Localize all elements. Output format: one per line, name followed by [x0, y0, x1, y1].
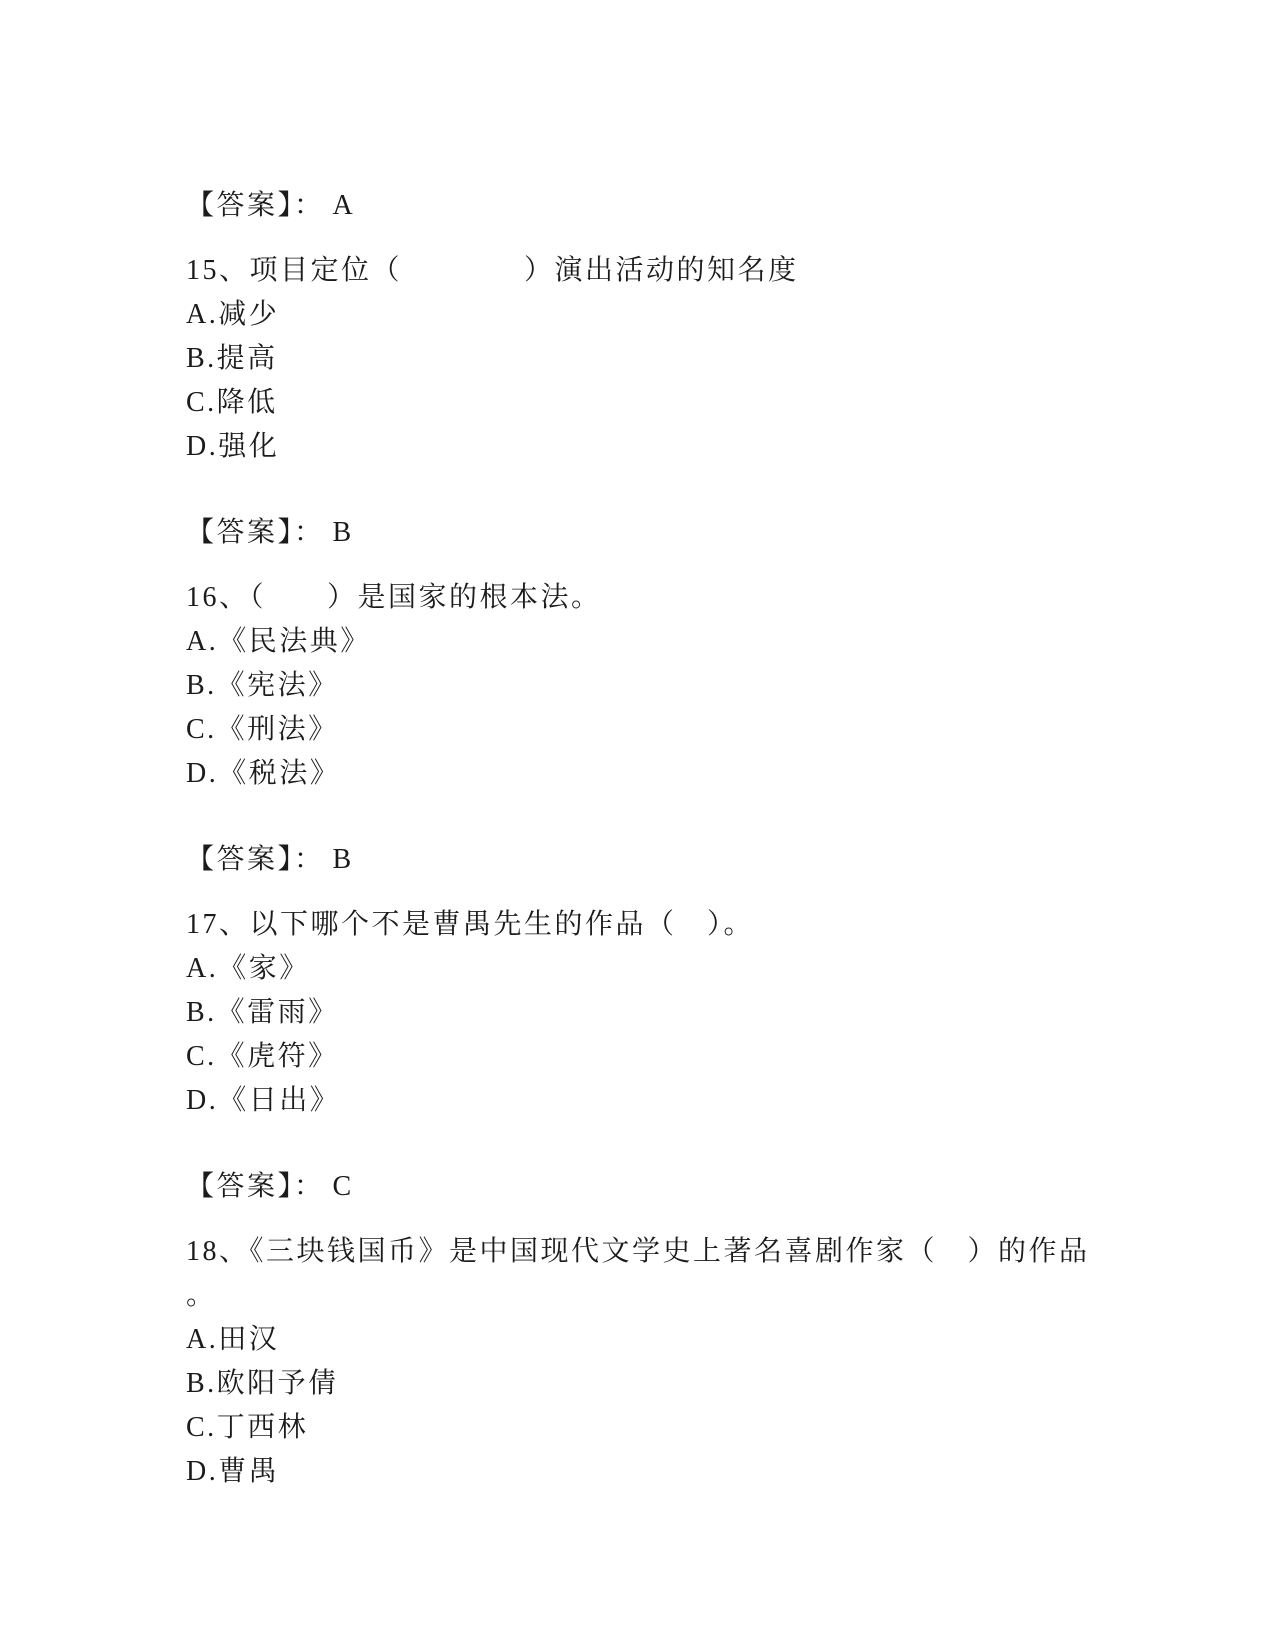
question-16-title [186, 576, 1136, 620]
answer-line [186, 1165, 1136, 1209]
answer-value: B [332, 517, 354, 548]
question-17-title [186, 903, 1136, 947]
question-16-number: 16、 [186, 582, 250, 613]
answer-label: 【答案】： [186, 190, 325, 221]
question-16-option-a: A.《民法典》 [186, 626, 371, 657]
answer-line [186, 838, 1136, 882]
question-18-number: 18、 [186, 1236, 250, 1267]
question-15-text: 项目定位（ ）演出活动的知名度 [249, 255, 799, 286]
question-16-option-c: C.《刑法》 [186, 714, 339, 745]
question-17-number: 17、 [186, 909, 250, 940]
question-15-option-a: A.减少 [186, 299, 280, 330]
question-15-option-d: D.强化 [186, 431, 280, 462]
answer-label: 【答案】： [186, 517, 325, 548]
question-16-option-d: D.《税法》 [186, 758, 341, 789]
question-18-title-wrap: 。 [186, 1280, 217, 1311]
content-area [186, 184, 1136, 1494]
question-18-option-a: A.田汉 [186, 1324, 280, 1355]
answer-value: A [332, 190, 356, 221]
question-17-option-b: B.《雷雨》 [186, 997, 339, 1028]
question-16-option-b: B.《宪法》 [186, 670, 339, 701]
question-15-number: 15、 [186, 255, 250, 286]
answer-value: B [332, 844, 354, 875]
answer-value: C [332, 1171, 354, 1202]
answer-label: 【答案】： [186, 844, 325, 875]
answer-line [186, 184, 1136, 228]
question-17-text: 以下哪个不是曹禺先生的作品（ ）。 [249, 909, 755, 940]
question-18-option-c: C.丁西林 [186, 1412, 309, 1443]
answer-line [186, 511, 1136, 555]
question-15-title [186, 249, 1136, 293]
question-17-option-a: A.《家》 [186, 953, 310, 984]
question-17-option-c: C.《虎符》 [186, 1041, 339, 1072]
question-18-title [186, 1230, 1136, 1274]
question-18-option-d: D.曹禺 [186, 1456, 280, 1487]
question-18-option-b: B.欧阳予倩 [186, 1368, 339, 1399]
question-15-option-c: C.降低 [186, 387, 278, 418]
question-17-option-d: D.《日出》 [186, 1085, 341, 1116]
question-16-text: （ ）是国家的根本法。 [249, 582, 602, 613]
answer-label: 【答案】： [186, 1171, 325, 1202]
question-18-text: 《三块钱国币》是中国现代文学史上著名喜剧作家（ ）的作品 [249, 1236, 1090, 1267]
question-15-option-b: B.提高 [186, 343, 278, 374]
